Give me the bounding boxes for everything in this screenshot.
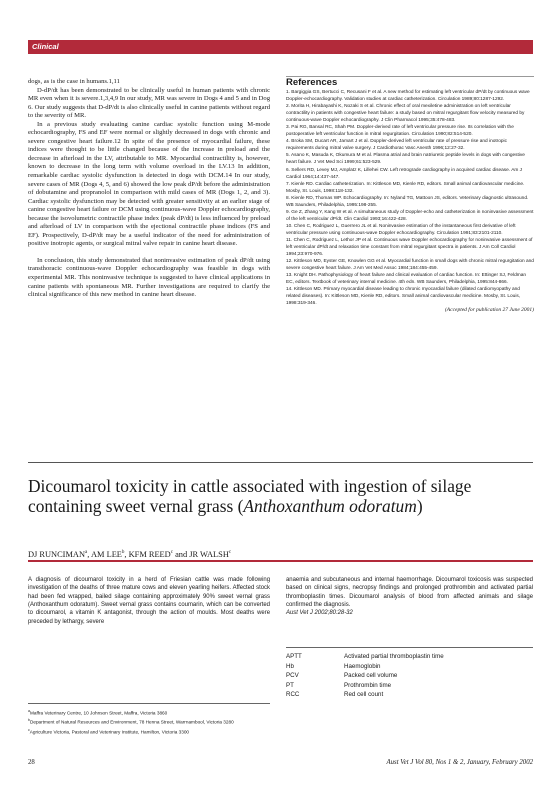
references-section: [286, 76, 534, 314]
abstract-right: [286, 576, 533, 618]
author-affil-mark: a: [85, 550, 88, 555]
affiliation-rule: [28, 703, 270, 704]
affiliation-item: $^c$Agriculture Victoria, Pastoral and Veterinary Institute, Hamilton, Victoria 3300: [28, 727, 190, 735]
reference-item: 3. Pai RG, Bansal RC, Shah PM. Doppler-derived rate of left ventricular pressure rise. Its correlation with the postoperative left ventricular function in mitral regurgitation. Circulation 1990;82:514-520.: [286, 125, 514, 138]
author-affil-mark: b: [121, 550, 125, 555]
abbreviation-row: APTT Activated partial thromboplastin time: [286, 653, 444, 660]
abbreviation-row: PT Prothrombin time: [286, 681, 392, 689]
author-list: DJ RUNCIMAN$^a$, AM LEE$^b$, KFM REED$^c$ and JR WALSH$^c$: [28, 549, 232, 559]
affiliations: [28, 708, 278, 736]
abbreviations-rule: [286, 647, 533, 648]
author-name: KFM REED: [128, 549, 171, 559]
reference-item: 13. Knight DH. Pathophysiology of heart failure and clinical evaluation of cardiac function. In: Ettinger SJ, Feldman EC, editors. Textbook of veterinary internal medicine. 4th edn. WB Saunders, Philadelphia, 1995:844-866.: [286, 273, 527, 286]
reference-item: 12. Kittleson MD, Eyster GE, Knowlen GG et al. Myocardial function in small dogs with chronic mitral regurgitation and severe congestive heart failure. J Am Vet Med Assoc 1984;184:455-459.: [286, 259, 534, 272]
author-name: JR WALSH: [189, 549, 229, 559]
reference-item: 8. Kienle RD, Thomas WP. Echocardiography. In: Nyland TG, Mattoon JS, editors. Veterinary diagnostic ultrasound. WB Saunders, Philadelphia, 1995:198-255.: [286, 195, 529, 208]
accent-rule: [28, 560, 533, 562]
abstract-continued: anaemia and subcutaneous and internal haemorrhage. Dicoumarol toxicosis was suspected based on clinical signs, necropsy findings and prolonged prothrombin and activated partial thromboplastin times. Dicoumarol analysis of blood from affected animals and silage confirmed the diagnosis.: [286, 577, 533, 609]
abbreviation-row: RCC Red cell count: [286, 691, 384, 699]
reference-item: 2. Morita H, Hirabayashi K, Nozaki S et al. Chronic effect of oral mexiletine administration on left ventricular contractility in patients with congestive heart failure: a study based on mitral regurgitant flow velocity measured by continuous-wave Doppler echocardiography. J Clin Pharmacol 1995;35:478-483.: [286, 104, 525, 124]
section-header-bar: [28, 40, 533, 54]
abbreviation-row: PCV Packed cell volume: [286, 672, 398, 680]
body-paragraph: In a previous study evaluating canine cardiac systolic function using M-mode echocardiography, FS and EF were normal or slightly decreased in dogs with chronic and severe congestive heart failure.12 In spite of the presence of myocardial failure, these indices were thought to be little changed because of the increase in preload and the decrease in afterload in the LV, attributable to MR. Myocardial contractility is, however, known to decrease in the long term with volume overload in the LV.13 In addition, remarkable cardiac systolic dysfunction is detected in dogs with DCM.14 In our study, severe cases of MR (Dogs 4, 5, and 6) showed the low peak dP/dt before the administration of dobutamine and propranolol in comparison with mild cases of MR (Dogs 1, 2, and 3). Cardiac systolic dysfunction may be detected with greater sensitivity at an earlier stage of canine congestive heart failure or DCM using continuous-wave Doppler echocardiography, because the isovolumetric contractile phase index (peak dP/dt) is less influenced by preload and afterload of LV in comparison with the ejectional contractile phase indices (FS and EF). Prospectively, D-dP/dt may be a useful indicator of the need for administration of positive inotropic agents, or surgical mitral valve repair in canine heart disease.: [28, 120, 270, 248]
reference-item: 14. Kittleson MD. Primary myocardial disease leading to chronic myocardial failure (dilated cardiomyopathy and related diseases). In: Kittleson MD, Kienle RD, editors. Small animal cardiovascular medicine. Mosby, St. Louis, 1998:319-346.: [286, 287, 521, 307]
body-paragraph: dogs, as is the case in humans.1,11: [28, 78, 120, 85]
title-species: Anthoxanthum odoratum: [243, 496, 417, 516]
body-paragraph: D-dP/dt has been demonstrated to be clinically useful in human patients with chronic MR even when it is severe.1,3,4,9 In our study, MR was severe in Dogs 4 and 5 and in Dog 6. Our study suggests that D-dP/dt is also clinically useful in canine patients without regard to the severity of MR.: [28, 86, 270, 120]
reference-item: 10. Chen C, Rodriguez L, Guerrero JL et al. Noninvasive estimation of the instantaneous first derivative of left ventricular pressure using continuous-wave Doppler echocardiography. Circulation 1991;83:2101-2110.: [286, 223, 516, 236]
references-list: [286, 89, 534, 307]
reference-item: 9. Ge Z, Zhang Y, Kang W et al. A simultaneous study of Doppler-echo and catheterization in noninvasive assessment of the left ventricular dP/dt. Clin Cardiol 1993;16:422-428.: [286, 209, 534, 222]
section-label: Clinical: [32, 42, 59, 51]
author-name: AM LEE: [90, 549, 122, 559]
accepted-date: (Accepted for publication 27 June 2001): [444, 307, 534, 314]
affiliation-item: $^b$Department of Natural Resources and Environment, 78 Henna Street, Warrnambool, Victoria 3280: [28, 718, 234, 725]
article-title: [28, 476, 533, 516]
section-divider: [28, 462, 533, 463]
reference-item: 7. Kienle RD. Cardiac catheterization. In: Kittleson MD, Kienle RD, editors. Small animal cardiovascular medicine. Mosby, St. Louis, 1998:118-132.: [286, 181, 525, 194]
reference-item: 1. Bargiggia GS, Bertucci C, Recusani F et al. A new method for estimating left ventricular dP/dt by continuous wave Doppler-echocardiography. Validation studies at cardiac catheterization. Circulation 1989;80:1287-1292.: [286, 90, 530, 103]
title-end: ): [416, 496, 423, 516]
reference-item: 6. Sellers RD, Levey MJ, Amplatz K, Lillehei CW. Left retrograde cardiography in acquired cardiac disease. Am J Cardiol 1964;14:437-447.: [286, 167, 523, 180]
page-footer: [28, 758, 533, 767]
reference-item: 5. Asano K, Masuda K, Okumura M et al. Plasma atrial and brain natriuretic peptide levels in dogs with congestive heart failure. J Vet Med Sci 1999;61:523-529.: [286, 153, 525, 166]
article-citation: Aust Vet J 2002;80:28-32: [286, 610, 353, 617]
reference-item: 4. Broka SM, Ducart AR, Jamart J et al. Doppler-derived left ventricular rate of pressure rise and inotropic requirements during mitral valve surgery. J Cardiothorac Vasc Anesth 1996;12:27-32.: [286, 139, 507, 152]
body-paragraph: In conclusion, this study demonstrated that noninvasive estimation of peak dP/dt using transthoracic continuous-wave Doppler echocardiography was feasible in dogs with experimental MR. This noninvasive technique is suggested to have clinical applications in canine patients with spontaneous MR. Further investigations are required to clarify the clinical significance of this new method in canine heart disease.: [28, 256, 270, 299]
author-affil-mark: c: [170, 550, 173, 555]
title-main: Dicoumarol toxicity in cattle associated with ingestion of silage containing sweet vernal grass (: [28, 476, 472, 516]
affiliation-item: $^a$Maffra Veterinary Centre, 10 Johnson Street, Maffra, Victoria 3860: [28, 709, 168, 716]
abstract-left: A diagnosis of dicoumarol toxicity in a herd of Friesian cattle was made following investigation of the deaths of three mature cows and eleven yearling heifers. Affected stock had been fed wrapped, bailed silage containing approximately 90% sweet vernal grass (Anthoxanthum odoratum). Sweet vernal grass contains coumarin, which can be converted to dicoumarol, a vitamin K antagonist, through the action of moulds. Most deaths were preceded by lethargy, severe: [28, 577, 270, 625]
reference-item: 11. Chen C, Rodriguez L, Lethor JP et al. Continuous wave Doppler echocardiography for noninvasive assessment of left ventricular dP/dt and relaxation time constant from mitral regurgitant spectra in patients. J Am Coll Cardiol 1994;23:970-976.: [286, 237, 533, 258]
left-text-column: [28, 78, 270, 300]
page-number: 28: [28, 759, 35, 766]
abbreviations-list: [286, 652, 533, 700]
references-heading: References: [286, 76, 534, 88]
journal-info: Aust Vet J Vol 80, Nos 1 & 2, January, February 2002: [386, 759, 533, 766]
author-affil-mark: c: [228, 550, 232, 555]
abbreviation-row: Hb Haemoglobin: [286, 662, 381, 670]
author-name: DJ RUNCIMAN: [28, 549, 86, 559]
